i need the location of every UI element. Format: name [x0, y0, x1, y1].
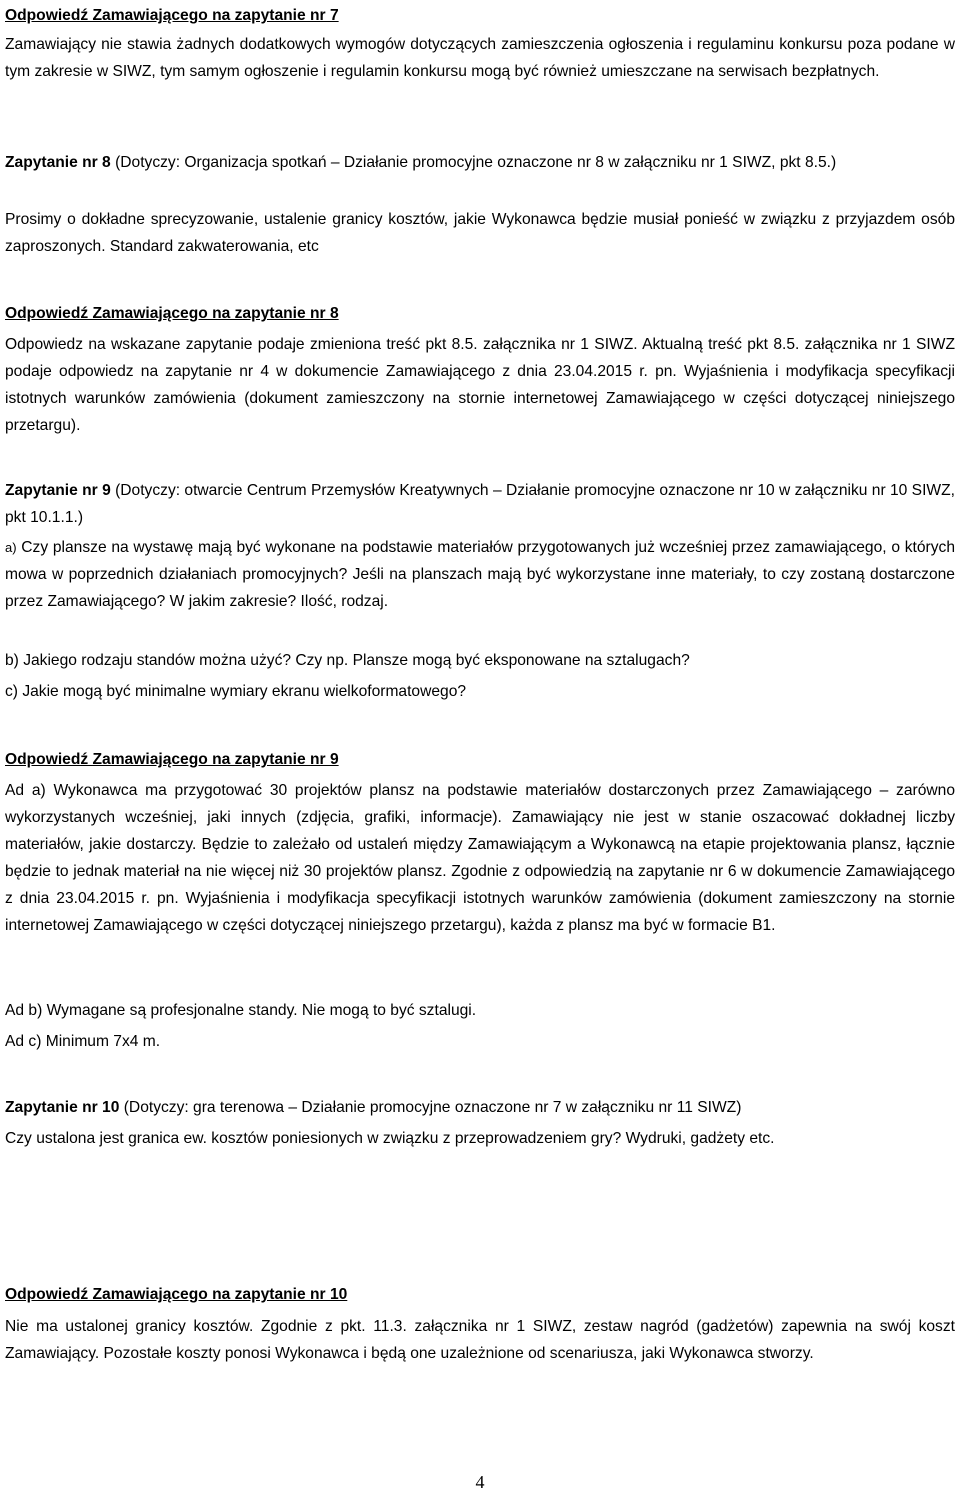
question-10-topic: (Dotyczy: gra terenowa – Działanie promocyjne oznaczone nr 7 w załączniku nr 11 SIWZ): [119, 1099, 742, 1116]
question-9-a: [5, 534, 955, 615]
page-number: 4: [475, 1472, 485, 1492]
question-10-text: Czy ustalona jest granica ew. kosztów poniesionych w związku z przeprowadzeniem gry? Wydruki, gadżety etc.: [5, 1130, 775, 1147]
question-9-a-text: Czy plansze na wystawę mają być wykonane na podstawie materiałów przygotowanych już wcześniej przez zamawiającego, o których mowa w poprzednich działaniach promocyjnych? Jeśli na planszach mają być wykorzystane inne materiały, to czy zostaną dostarczone przez Zamawiającego? W jakim zakresie? Ilość, rodzaj.: [5, 539, 955, 610]
question-9-label: Zapytanie nr 9: [5, 482, 111, 499]
question-8-label: Zapytanie nr 8: [5, 154, 111, 171]
answer-7-text: Zamawiający nie stawia żadnych dodatkowych wymogów dotyczących zamieszczenia ogłoszenia i regulaminu konkursu poza podane w tym zakresie w SIWZ, tym samym ogłoszenie i regulamin konkursu mogą być również umieszczane na serwisach bezpłatnych.: [5, 36, 955, 80]
question-9-c: c) Jakie mogą być minimalne wymiary ekranu wielkoformatowego?: [5, 683, 467, 700]
answer-9-b: Ad b) Wymagane są profesjonalne standy. Nie mogą to być sztalugi.: [5, 1002, 477, 1019]
answer-8-text: Odpowiedz na wskazane zapytanie podaje zmieniona treść pkt 8.5. załącznika nr 1 SIWZ. Aktualną treść pkt 8.5. załącznika nr 1 SIWZ podaje odpowiedz na zapytanie nr 4 w dokumencie Zamawiającego z dnia 23.04.2015 r. pn. Wyjaśnienia i modyfikacja specyfikacji istotnych warunków zamówienia (dokument zamieszczony na stornie internetowej Zamawiającego w części dotyczącej niniejszego przetargu).: [5, 336, 955, 434]
answer-9-c: Ad c) Minimum 7x4 m.: [5, 1033, 161, 1050]
answer-9-a: Ad a) Wykonawca ma przygotować 30 projektów plansz na podstawie materiałów dostarczonych przez Zamawiającego – zarówno wykorzystanych wcześniej, jaki innych (zdjęcia, grafiki, informacje). Zamawiający nie jest w stanie oszacować dokładnej liczby materiałów, jakie dostarczy. Będzie to zależało od ustaleń między Zamawiającym a Wykonawcą na etapie projektowania plansz, łącznie będzie to jednak materiał na nie więcej niż 30 projektów plansz. Zgodnie z odpowiedzią na zapytanie nr 6 w dokumencie Zamawiającego z dnia 23.04.2015 r. pn. Wyjaśnienia i modyfikacja specyfikacji istotnych warunków zamówienia (dokument zamieszczony na stornie internetowej Zamawiającego w części dotyczącej niniejszego przetargu), każda z plansz ma być w formacie B1.: [5, 782, 955, 934]
answer-7-heading: Odpowiedź Zamawiającego na zapytanie nr 7: [5, 7, 339, 24]
question-9: [5, 477, 955, 531]
answer-9-heading: Odpowiedź Zamawiającego na zapytanie nr 9: [5, 751, 339, 768]
question-10-label: Zapytanie nr 10: [5, 1099, 120, 1116]
question-9-a-prefix: a): [5, 540, 17, 555]
answer-10-heading: Odpowiedź Zamawiającego na zapytanie nr 10: [5, 1286, 348, 1303]
question-8-topic: (Dotyczy: Organizacja spotkań – Działanie promocyjne oznaczone nr 8 w załączniku nr 1 SIWZ, pkt 8.5.): [110, 154, 837, 171]
answer-8-heading: Odpowiedź Zamawiającego na zapytanie nr 8: [5, 305, 339, 322]
question-10: [5, 1094, 955, 1121]
question-9-topic: (Dotyczy: otwarcie Centrum Przemysłów Kreatywnych – Działanie promocyjne oznaczone nr 10 w załączniku nr 10 SIWZ, pkt 10.1.1.): [5, 482, 955, 526]
question-9-b: b) Jakiego rodzaju standów można użyć? Czy np. Plansze mogą być eksponowane na sztalugach?: [5, 652, 690, 669]
question-8-text: Prosimy o dokładne sprecyzowanie, ustalenie granicy kosztów, jakie Wykonawca będzie musiał ponieść w związku z przyjazdem osób zaproszonych. Standard zakwaterowania, etc: [5, 211, 955, 255]
question-8: [5, 149, 955, 176]
answer-10-text: Nie ma ustalonej granicy kosztów. Zgodnie z pkt. 11.3. załącznika nr 1 SIWZ, zestaw nagród (gadżetów) zapewnia na swój koszt Zamawiający. Pozostałe koszty ponosi Wykonawca i będą one uzależnione od scenariusza, jaki Wykonawca stworzy.: [5, 1318, 955, 1362]
